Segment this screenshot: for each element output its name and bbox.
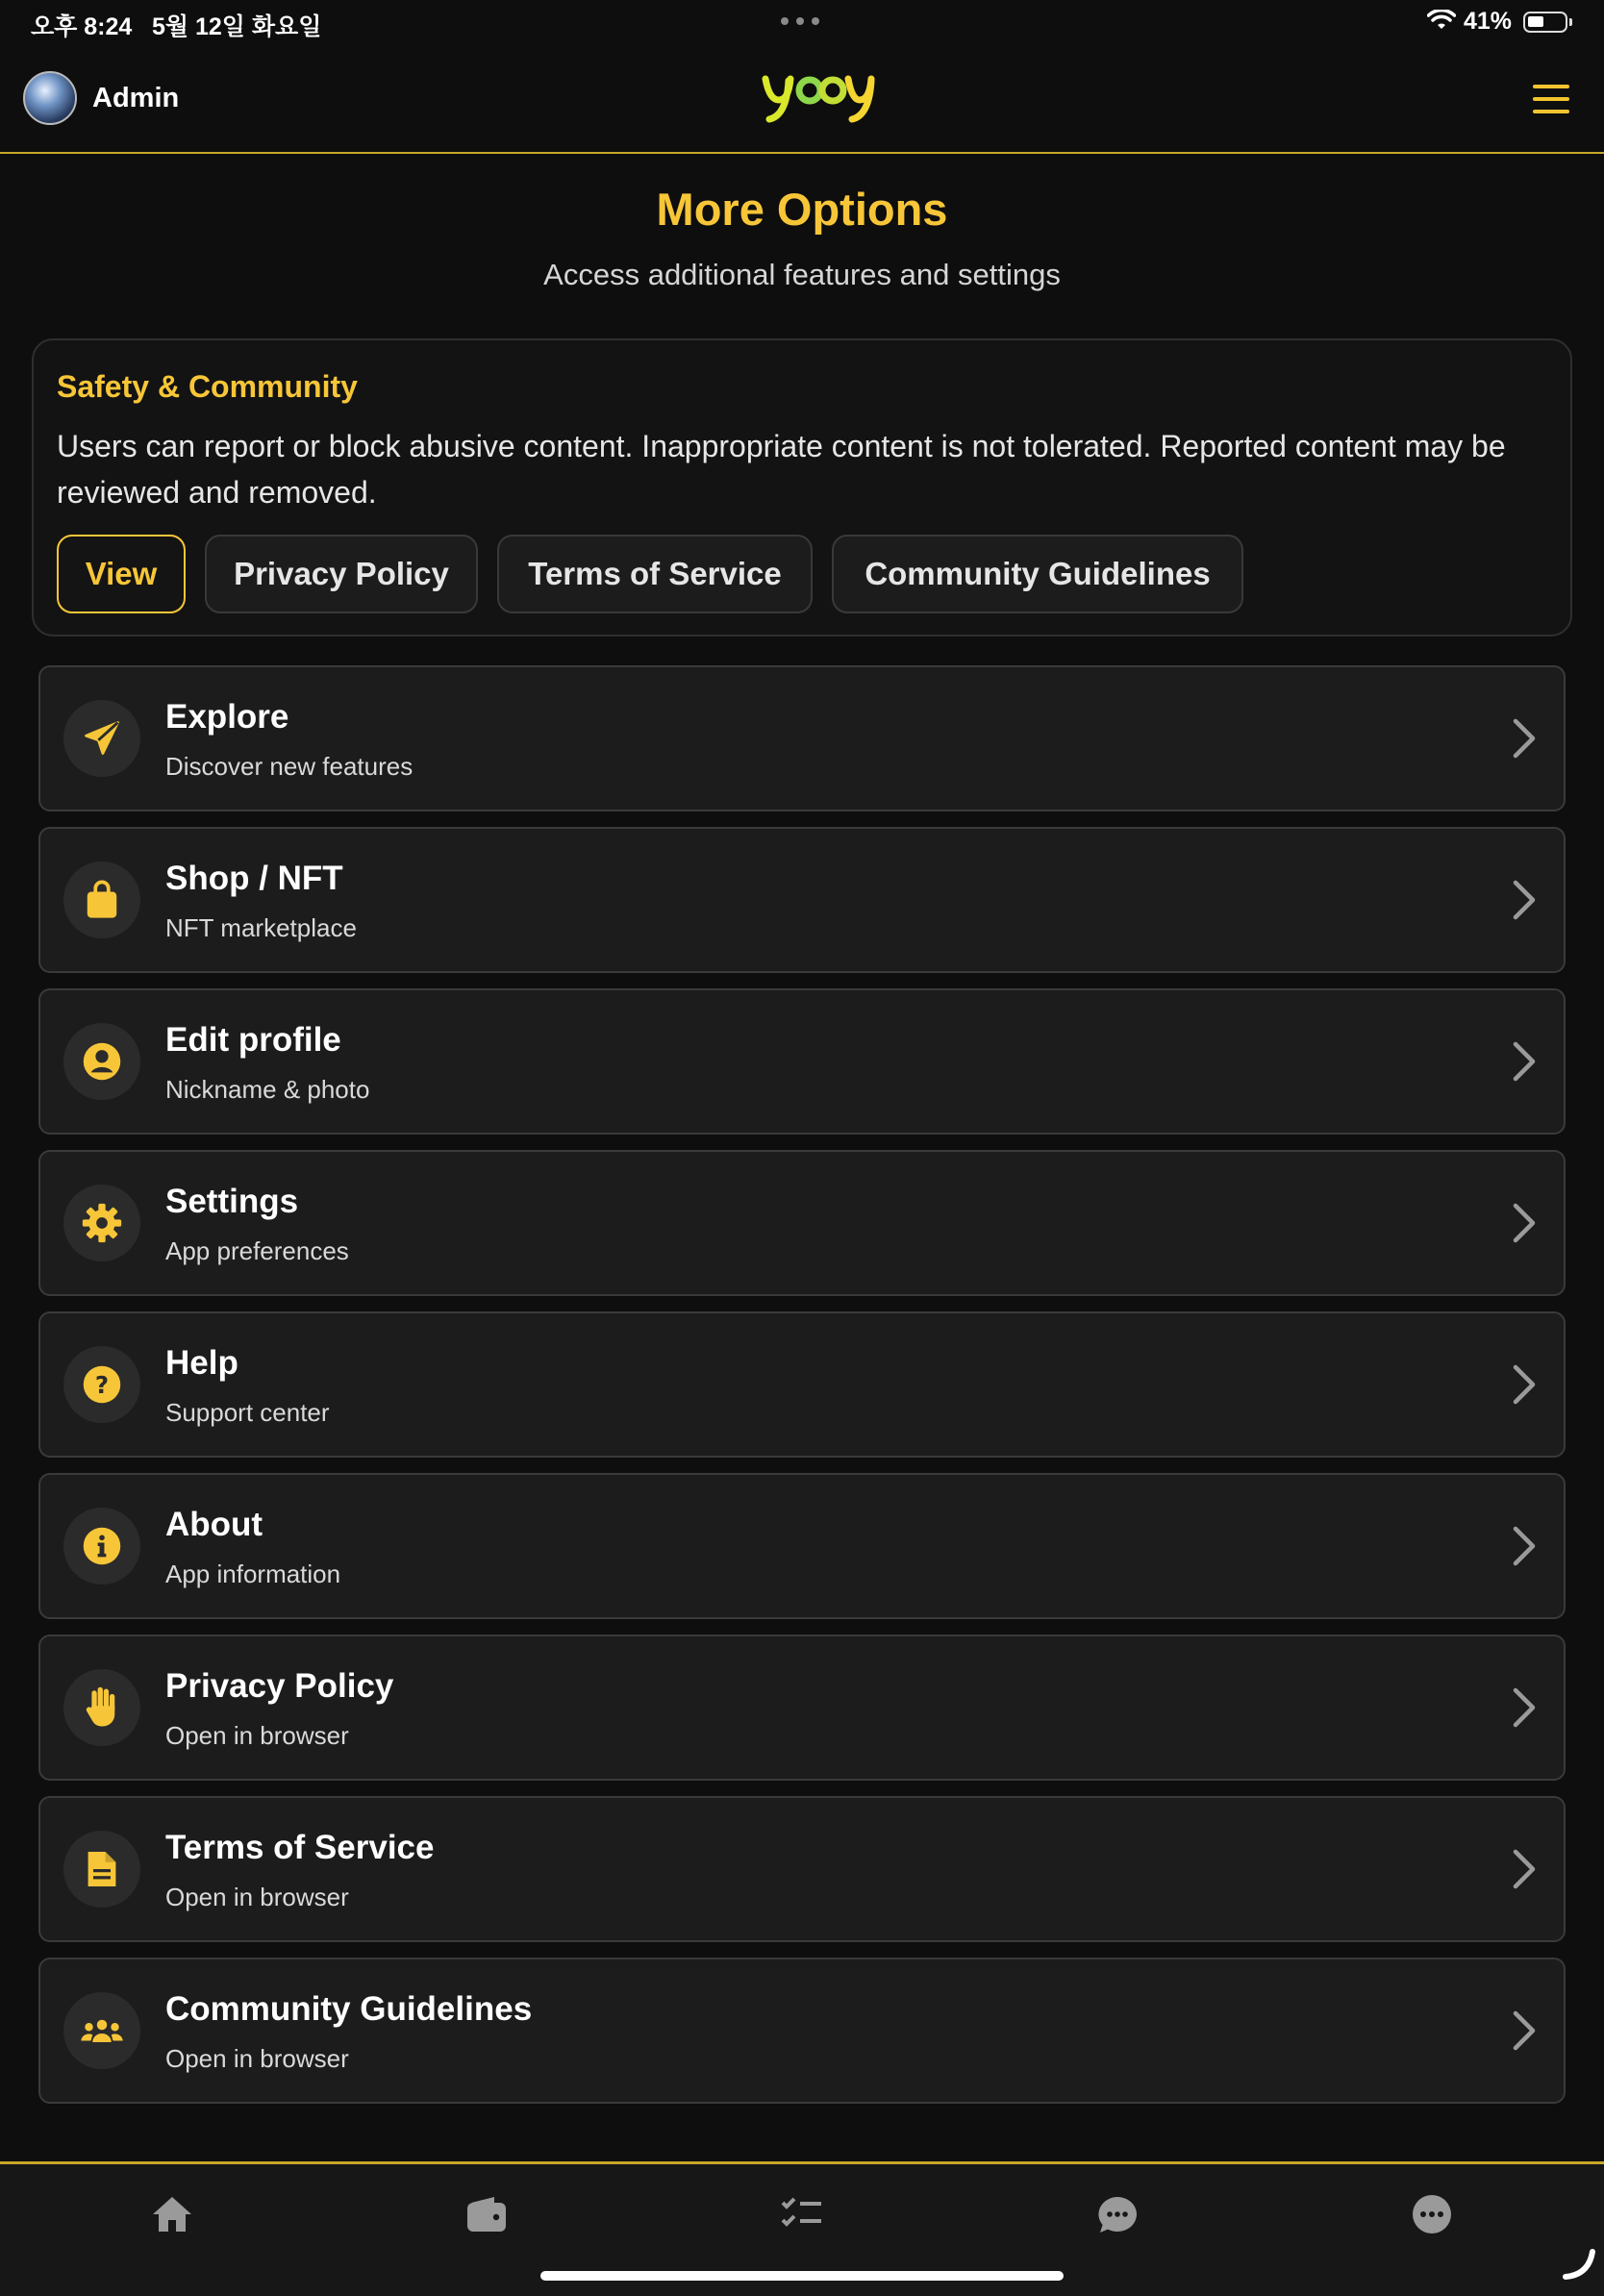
menu-item-title: Terms of Service <box>165 1829 435 1866</box>
wifi-icon <box>1427 10 1456 31</box>
people-icon <box>63 1992 140 2069</box>
home-icon[interactable] <box>149 2191 195 2237</box>
chevron-right-icon <box>1512 1686 1537 1729</box>
safety-card-text: Users can report or block abusive content. Inappropriate content is not tolerated. Reported content may be reviewed and removed. <box>57 429 1506 510</box>
menu-item-title: Privacy Policy <box>165 1667 394 1705</box>
chevron-right-icon <box>1512 717 1537 760</box>
menu-item-subtitle: Nickname & photo <box>165 1075 370 1104</box>
chevron-right-icon <box>1512 1848 1537 1890</box>
yooy-logo[interactable] <box>760 69 875 123</box>
more-icon[interactable] <box>1409 2191 1455 2237</box>
terms-of-service-chip[interactable]: Terms of Service <box>497 535 813 613</box>
menu-item-subtitle: Open in browser <box>165 2044 349 2073</box>
svg-text:?: ? <box>94 1370 110 1399</box>
menu-item-help[interactable] <box>38 1311 1566 1458</box>
status-date: 5월 12일 화요일 <box>152 13 322 40</box>
menu-item-title: Explore <box>165 698 289 736</box>
menu-item-privacy-policy[interactable] <box>38 1635 1566 1781</box>
menu-item-subtitle: App information <box>165 1560 341 1588</box>
menu-item-terms-of-service[interactable] <box>38 1796 1566 1942</box>
menu-item-subtitle: App preferences <box>165 1236 349 1265</box>
menu-item-settings[interactable] <box>38 1150 1566 1296</box>
community-guidelines-chip[interactable]: Community Guidelines <box>832 535 1243 613</box>
shopping-bag-icon <box>63 861 140 938</box>
page-title: More Options <box>656 184 948 235</box>
multitasking-dots-icon[interactable] <box>781 17 819 25</box>
menu-item-subtitle: Open in browser <box>165 1721 349 1750</box>
menu-item-title: Community Guidelines <box>165 1990 533 2028</box>
status-time: 오후 8:24 <box>31 13 133 40</box>
hamburger-menu-icon[interactable] <box>1533 85 1569 113</box>
question-icon <box>63 1346 140 1423</box>
menu-item-edit-profile[interactable] <box>38 988 1566 1135</box>
corner-curve-icon <box>1562 2246 1596 2281</box>
chevron-right-icon <box>1512 1525 1537 1567</box>
chevron-right-icon <box>1512 1363 1537 1406</box>
menu-item-explore[interactable] <box>38 665 1566 811</box>
hand-icon <box>63 1669 140 1746</box>
chevron-right-icon <box>1512 1202 1537 1244</box>
menu-item-title: About <box>165 1506 263 1543</box>
chat-icon[interactable] <box>1094 2191 1140 2237</box>
menu-item-community-guidelines[interactable] <box>38 1958 1566 2104</box>
gear-icon <box>63 1185 140 1261</box>
chevron-right-icon <box>1512 2009 1537 2052</box>
user-name[interactable]: Admin <box>92 83 180 113</box>
menu-item-subtitle: NFT marketplace <box>165 913 357 942</box>
checklist-icon[interactable] <box>779 2191 825 2237</box>
battery-percent: 41% <box>1464 8 1513 35</box>
menu-item-title: Help <box>165 1344 238 1382</box>
home-indicator[interactable] <box>540 2271 1064 2281</box>
info-icon <box>63 1508 140 1585</box>
menu-item-about[interactable] <box>38 1473 1566 1619</box>
status-bar <box>0 0 1604 48</box>
safety-card-title: Safety & Community <box>57 369 358 404</box>
view-chip[interactable]: View <box>57 535 186 613</box>
menu-item-title: Settings <box>165 1183 299 1220</box>
page-subtitle: Access additional features and settings <box>543 258 1061 291</box>
battery-icon <box>1523 12 1567 33</box>
app-header <box>0 48 1604 154</box>
menu-item-subtitle: Support center <box>165 1398 330 1427</box>
chevron-right-icon <box>1512 1040 1537 1083</box>
privacy-policy-chip[interactable]: Privacy Policy <box>205 535 478 613</box>
wallet-icon[interactable] <box>464 2191 510 2237</box>
menu-item-title: Edit profile <box>165 1021 341 1059</box>
menu-item-title: Shop / NFT <box>165 860 343 897</box>
document-icon <box>63 1831 140 1908</box>
menu-item-subtitle: Discover new features <box>165 752 414 781</box>
menu-item-shop-nft[interactable] <box>38 827 1566 973</box>
user-circle-icon <box>63 1023 140 1100</box>
chevron-right-icon <box>1512 879 1537 921</box>
paper-plane-icon <box>63 700 140 777</box>
safety-community-card <box>32 338 1572 636</box>
menu-item-subtitle: Open in browser <box>165 1883 349 1911</box>
avatar[interactable] <box>23 71 77 125</box>
